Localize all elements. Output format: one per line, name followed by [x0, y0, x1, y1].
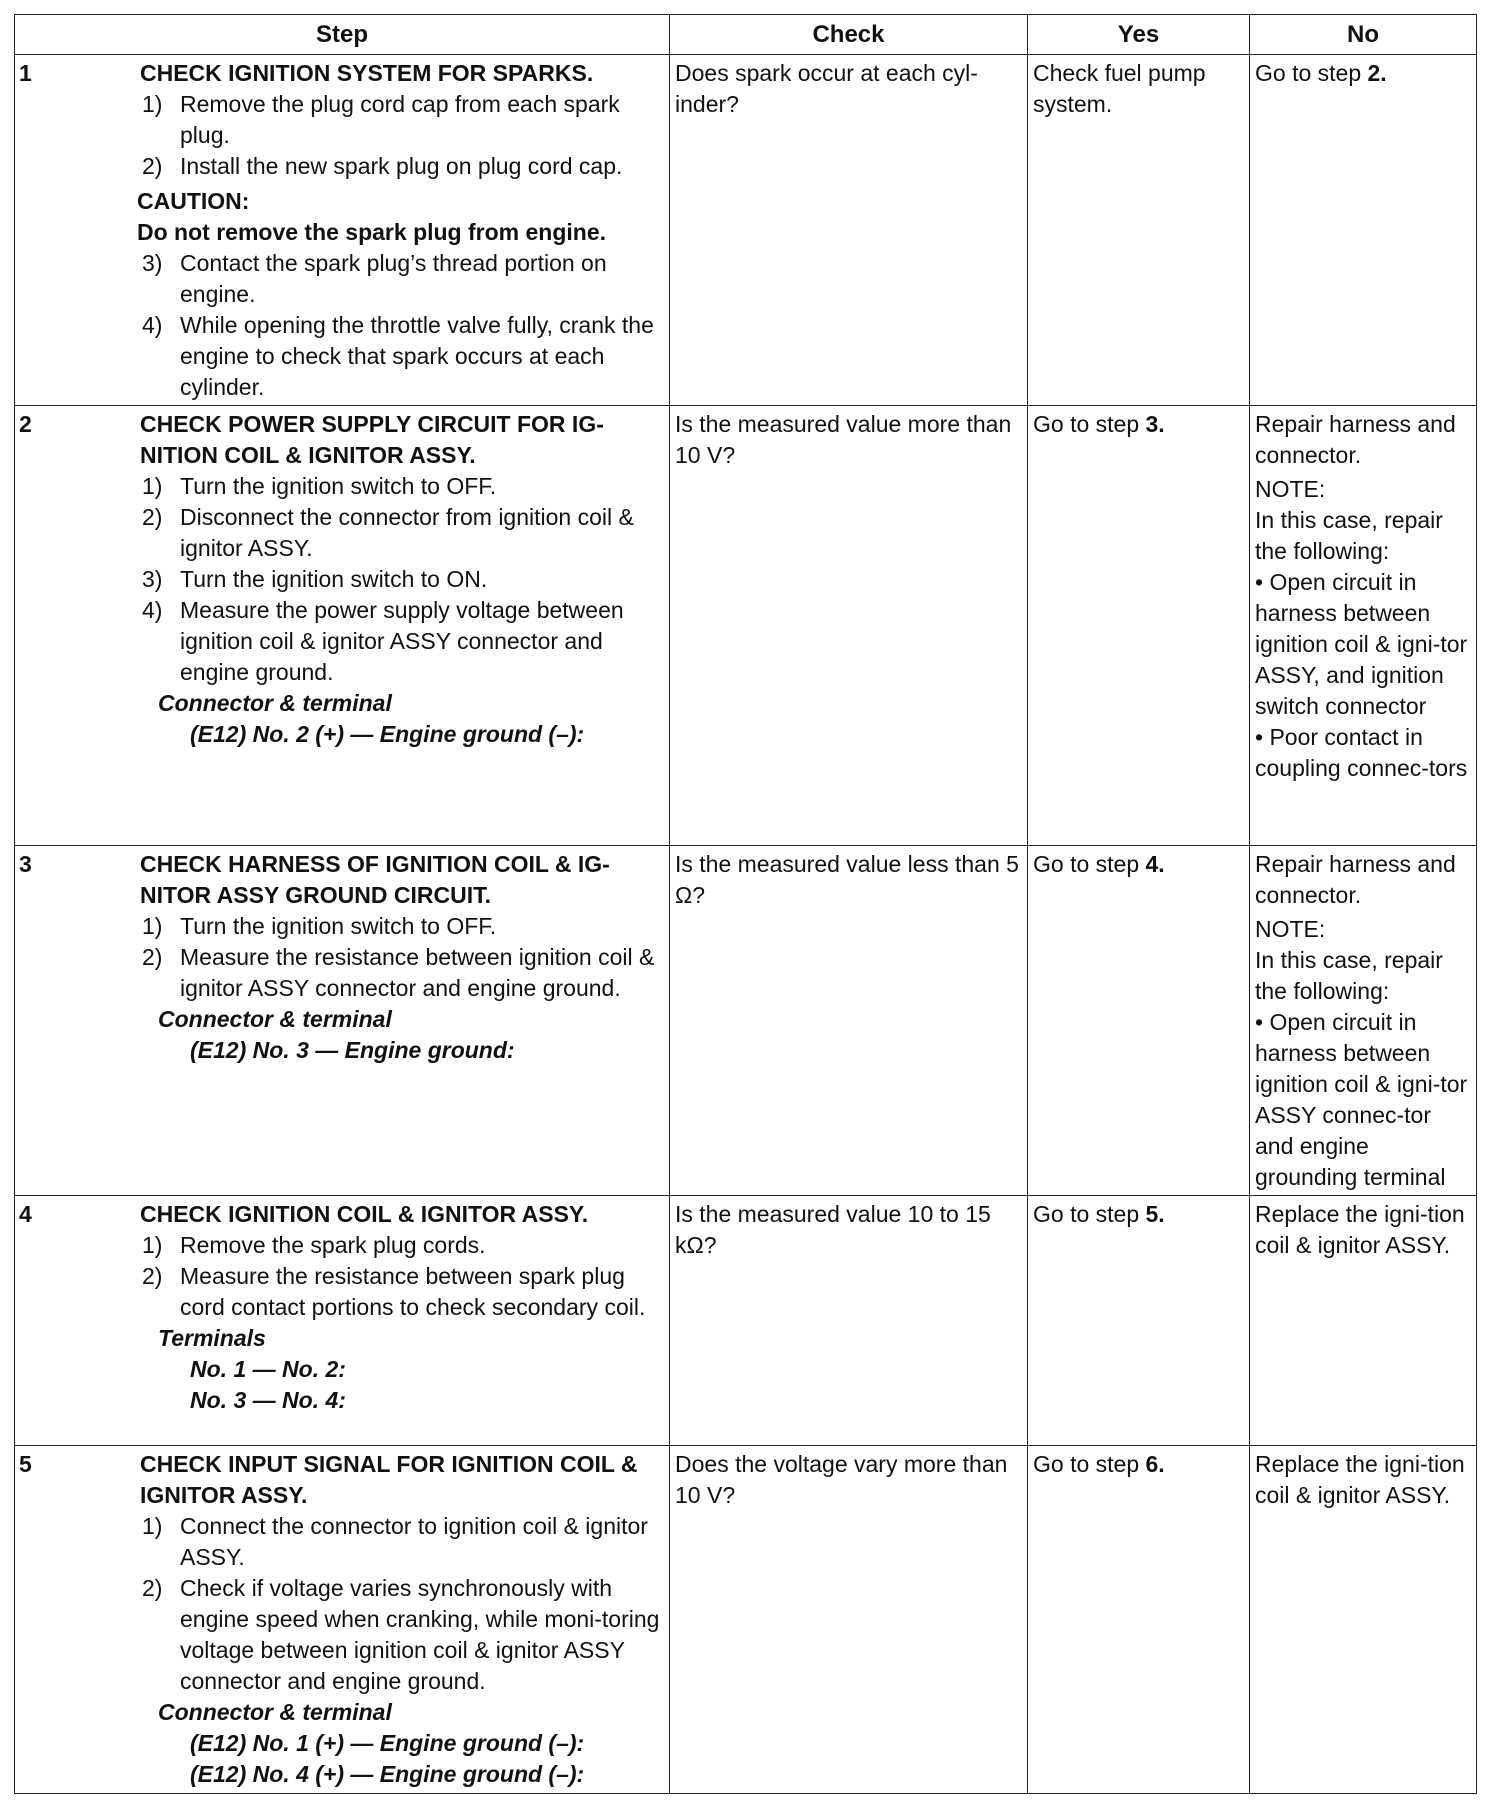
step-title: CHECK IGNITION SYSTEM FOR SPARKS.	[140, 60, 594, 86]
list-item: 2) Check if voltage varies synchronously with engine speed when cranking, while moni-toring voltage between ignition coil & ignitor ASSY connector and engine ground.	[142, 1575, 660, 1694]
list-item: 1) Remove the plug cord cap from each spark plug.	[142, 91, 620, 148]
note-bullet: • Open circuit in harness between ignition coil & igni-tor ASSY, and ignition switch connector	[1255, 569, 1468, 719]
step-cell	[15, 1446, 670, 1794]
note-label: NOTE:	[1255, 476, 1326, 502]
no-cell	[1250, 846, 1477, 1196]
list-item: 1) Connect the connector to ignition coil & ignitor ASSY.	[142, 1513, 648, 1570]
list-item: 4) While opening the throttle valve fully, crank the engine to check that spark occurs at each cylinder.	[142, 312, 654, 400]
troubleshooting-table	[14, 14, 1477, 1794]
note-bullet: • Poor contact in coupling connec-tors	[1255, 724, 1468, 781]
terminal-pair: No. 1 — No. 2:	[190, 1356, 346, 1382]
step-number: 3	[19, 851, 32, 877]
note-bullet: • Open circuit in harness between ignition coil & igni-tor ASSY connec-tor and engine grounding terminal	[1255, 1009, 1468, 1190]
terminal-pair: No. 3 — No. 4:	[190, 1387, 346, 1413]
caution-text: Do not remove the spark plug from engine.	[137, 219, 607, 245]
connector-label: Connector & terminal	[158, 1006, 392, 1032]
header-check: Check	[670, 15, 1028, 55]
table-row	[15, 55, 1477, 406]
list-item: 2) Measure the resistance between spark plug cord contact portions to check secondary coil.	[142, 1263, 646, 1320]
terminals-label: Terminals	[158, 1325, 266, 1351]
connector-terminal: (E12) No. 2 (+) — Engine ground (–):	[190, 721, 585, 747]
step-title: CHECK INPUT SIGNAL FOR IGNITION COIL & IGNITOR ASSY.	[140, 1451, 638, 1508]
table-row	[15, 846, 1477, 1196]
check-cell: Is the measured value 10 to 15 kΩ?	[670, 1196, 1028, 1446]
step-cell	[15, 55, 670, 406]
step-ref: 4.	[1145, 851, 1165, 877]
connector-label: Connector & terminal	[158, 690, 392, 716]
connector-terminal: (E12) No. 1 (+) — Engine ground (–):	[190, 1730, 585, 1756]
no-cell: Replace the igni-tion coil & ignitor ASSY.	[1250, 1196, 1477, 1446]
note-intro: In this case, repair the following:	[1255, 947, 1443, 1004]
step-number: 1	[19, 60, 32, 86]
connector-terminal: (E12) No. 4 (+) — Engine ground (–):	[190, 1761, 585, 1787]
no-action: Repair harness and connector.	[1255, 411, 1456, 468]
step-cell	[15, 1196, 670, 1446]
table-row	[15, 1446, 1477, 1794]
yes-cell: Check fuel pump system.	[1028, 55, 1250, 406]
step-cell	[15, 846, 670, 1196]
step-ref: 5.	[1145, 1201, 1165, 1227]
step-cell	[15, 406, 670, 846]
check-cell: Is the measured value less than 5 Ω?	[670, 846, 1028, 1196]
check-cell: Is the measured value more than 10 V?	[670, 406, 1028, 846]
step-number: 2	[19, 411, 32, 437]
connector-label: Connector & terminal	[158, 1699, 392, 1725]
no-cell	[1250, 406, 1477, 846]
step-number: 4	[19, 1201, 32, 1227]
header-no: No	[1250, 15, 1477, 55]
yes-cell: Go to step 6.	[1028, 1446, 1250, 1794]
list-item: 1) Turn the ignition switch to OFF.	[142, 913, 497, 939]
list-item: 1) Turn the ignition switch to OFF.	[142, 473, 497, 499]
connector-terminal: (E12) No. 3 — Engine ground:	[190, 1037, 515, 1063]
step-title: CHECK IGNITION COIL & IGNITOR ASSY.	[140, 1201, 589, 1227]
no-cell: Replace the igni-tion coil & ignitor ASSY.	[1250, 1446, 1477, 1794]
step-ref: 2.	[1367, 60, 1387, 86]
step-ref: 6.	[1145, 1451, 1165, 1477]
list-item: 2) Install the new spark plug on plug cord cap.	[142, 153, 623, 179]
table-row	[15, 1196, 1477, 1446]
step-number: 5	[19, 1451, 32, 1477]
check-cell: Does the voltage vary more than 10 V?	[670, 1446, 1028, 1794]
list-item: 3) Contact the spark plug’s thread portion on engine.	[142, 250, 607, 307]
list-item: 2) Disconnect the connector from ignition coil & ignitor ASSY.	[142, 504, 634, 561]
list-item: 3) Turn the ignition switch to ON.	[142, 566, 488, 592]
note-label: NOTE:	[1255, 916, 1326, 942]
no-cell: Go to step 2.	[1250, 55, 1477, 406]
list-item: 4) Measure the power supply voltage between ignition coil & ignitor ASSY connector and engine ground.	[142, 597, 624, 685]
step-ref: 3.	[1145, 411, 1165, 437]
list-item: 2) Measure the resistance between ignition coil & ignitor ASSY connector and engine ground.	[142, 944, 655, 1001]
step-title: CHECK POWER SUPPLY CIRCUIT FOR IG-NITION COIL & IGNITOR ASSY.	[140, 411, 604, 468]
list-item: 1) Remove the spark plug cords.	[142, 1232, 486, 1258]
check-cell: Does spark occur at each cyl-inder?	[670, 55, 1028, 406]
no-action: Repair harness and connector.	[1255, 851, 1456, 908]
caution-label: CAUTION:	[137, 188, 250, 214]
step-title: CHECK HARNESS OF IGNITION COIL & IG-NITOR ASSY GROUND CIRCUIT.	[140, 851, 610, 908]
yes-cell: Go to step 3.	[1028, 406, 1250, 846]
header-step: Step	[15, 15, 670, 55]
yes-cell: Go to step 4.	[1028, 846, 1250, 1196]
yes-cell: Go to step 5.	[1028, 1196, 1250, 1446]
header-row	[15, 15, 1477, 55]
header-yes: Yes	[1028, 15, 1250, 55]
table-row	[15, 406, 1477, 846]
note-intro: In this case, repair the following:	[1255, 507, 1443, 564]
